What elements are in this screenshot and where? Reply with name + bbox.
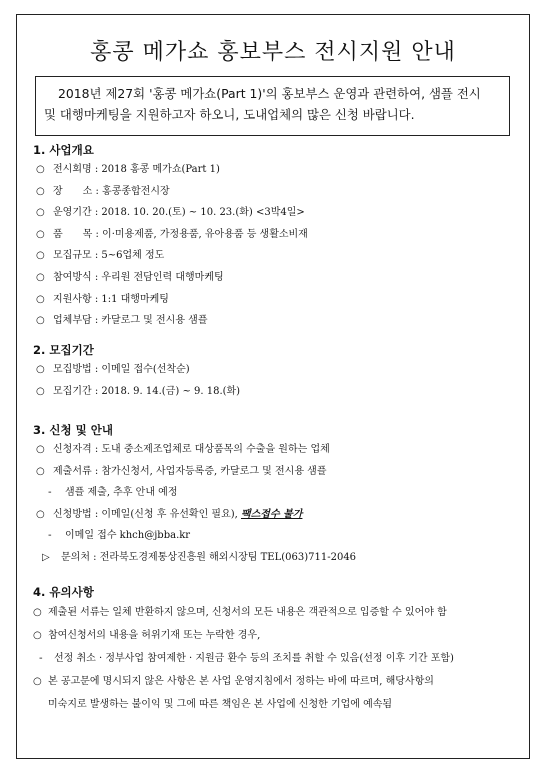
circle-bullet-icon: ○ xyxy=(36,508,45,520)
list-item xyxy=(33,624,523,647)
dash-bullet-icon: - xyxy=(39,653,43,664)
item-text: 신청자격 : 도내 중소제조업체로 대상품목의 수출을 원하는 업체 xyxy=(53,444,330,455)
circle-bullet-icon: ○ xyxy=(36,164,45,175)
item-text: 전시회명 : 2018 홍콩 메가쇼(Part 1) xyxy=(53,164,220,175)
item-text: 모집방법 : 이메일 접수(선착순) xyxy=(53,364,190,375)
intro-line-2: 및 대행마케팅을 지원하고자 하오니, 도내업체의 많은 신청 바랍니다. xyxy=(44,107,415,122)
list-item xyxy=(33,202,523,224)
item-text: 참여신청서의 내용을 허위기재 또는 누락한 경우, xyxy=(48,630,261,641)
circle-bullet-icon: ○ xyxy=(33,676,42,687)
circle-bullet-icon: ○ xyxy=(36,444,45,455)
circle-bullet-icon: ○ xyxy=(36,228,45,240)
item-text: 선정 취소 · 정부사업 참여제한 · 지원금 환수 등의 조치를 취할 수 있음(선정 이후 기간 포함) xyxy=(54,653,454,664)
circle-bullet-icon: ○ xyxy=(36,207,45,219)
list-item xyxy=(33,482,523,504)
item-text: 지원사항 : 1:1 대행마케팅 xyxy=(53,293,169,305)
intro-line-1: 2018년 제27회 '홍콩 메가쇼(Part 1)'의 홍보부스 운영과 관련하여, 샘플 전시 xyxy=(58,86,481,101)
list-item xyxy=(33,310,523,332)
list-item xyxy=(33,601,523,624)
fax-not-accepted-note: 팩스접수 불가 xyxy=(240,508,303,520)
item-text: 미숙지로 발생하는 불이익 및 그에 따른 책임은 본 사업에 신청한 기업에 예속됨 xyxy=(48,699,393,710)
list-item xyxy=(33,224,523,246)
section-recruitment-period xyxy=(33,341,523,402)
circle-bullet-icon: ○ xyxy=(36,293,45,305)
list-item xyxy=(33,547,523,569)
item-text: 샘플 제출, 추후 안내 예정 xyxy=(65,487,178,499)
item-text: 이메일 접수 khch@jbba.kr xyxy=(65,530,191,542)
circle-bullet-icon: ○ xyxy=(36,364,45,375)
list-item xyxy=(33,647,523,670)
item-text: 운영기간 : 2018. 10. 20.(토) ~ 10. 23.(화) <3박4일> xyxy=(53,207,305,219)
list-item xyxy=(33,525,523,547)
list-item xyxy=(33,359,523,381)
circle-bullet-icon: ○ xyxy=(33,630,42,641)
item-text: 장 소 : 홍콩종합전시장 xyxy=(53,185,170,197)
list-item xyxy=(33,439,523,461)
item-text: 본 공고문에 명시되지 않은 사항은 본 사업 운영지침에서 정하는 바에 따르며, 해당사항의 xyxy=(48,676,434,687)
document-frame xyxy=(16,14,530,759)
list-item xyxy=(33,381,523,403)
circle-bullet-icon: ○ xyxy=(33,607,42,618)
item-text: 품 목 : 이·미용제품, 가정용품, 유아용품 등 생활소비재 xyxy=(53,228,308,240)
section-heading: 4. 유의사항 xyxy=(33,585,94,599)
item-text: 신청방법 : 이메일(신청 후 유선확인 필요), xyxy=(53,508,241,520)
section-precautions xyxy=(33,583,523,716)
list-item xyxy=(33,159,523,181)
dash-bullet-icon: - xyxy=(48,530,52,542)
dash-bullet-icon: - xyxy=(48,487,52,499)
intro-box xyxy=(35,76,510,136)
item-text: 모집규모 : 5~6업체 정도 xyxy=(53,250,165,262)
list-item xyxy=(33,267,523,289)
list-item xyxy=(33,245,523,267)
item-text: 문의처 : 전라북도경제통상진흥원 해외시장팀 TEL(063)711-2046 xyxy=(61,551,357,563)
item-text: 참여방식 : 우리원 전담인력 대행마케팅 xyxy=(53,271,224,283)
section-business-overview xyxy=(33,141,523,332)
circle-bullet-icon: ○ xyxy=(36,315,45,327)
list-item xyxy=(33,670,523,693)
list-item xyxy=(33,693,523,716)
item-text: 제출서류 : 참가신청서, 사업자등록증, 카달로그 및 전시용 샘플 xyxy=(53,465,327,477)
circle-bullet-icon: ○ xyxy=(36,271,45,283)
circle-bullet-icon: ○ xyxy=(36,465,45,477)
section-heading: 2. 모집기간 xyxy=(33,343,94,357)
section-application-guide xyxy=(33,421,523,569)
section-heading: 3. 신청 및 안내 xyxy=(33,423,113,437)
item-text: 업체부담 : 카달로그 및 전시용 샘플 xyxy=(53,315,208,327)
circle-bullet-icon: ○ xyxy=(36,185,45,197)
item-text: 제출된 서류는 일체 반환하지 않으며, 신청서의 모든 내용은 객관적으로 입증할 수 있어야 함 xyxy=(48,607,447,618)
list-item xyxy=(33,504,523,526)
page-title: 홍콩 메가쇼 홍보부스 전시지원 안내 xyxy=(90,40,456,65)
section-heading: 1. 사업개요 xyxy=(33,143,94,157)
list-item xyxy=(33,181,523,203)
item-text: 모집기간 : 2018. 9. 14.(금) ~ 9. 18.(화) xyxy=(53,385,241,397)
list-item xyxy=(33,289,523,311)
circle-bullet-icon: ○ xyxy=(36,385,45,397)
list-item xyxy=(33,461,523,483)
triangle-right-icon: ▷ xyxy=(42,551,50,563)
circle-bullet-icon: ○ xyxy=(36,250,45,262)
